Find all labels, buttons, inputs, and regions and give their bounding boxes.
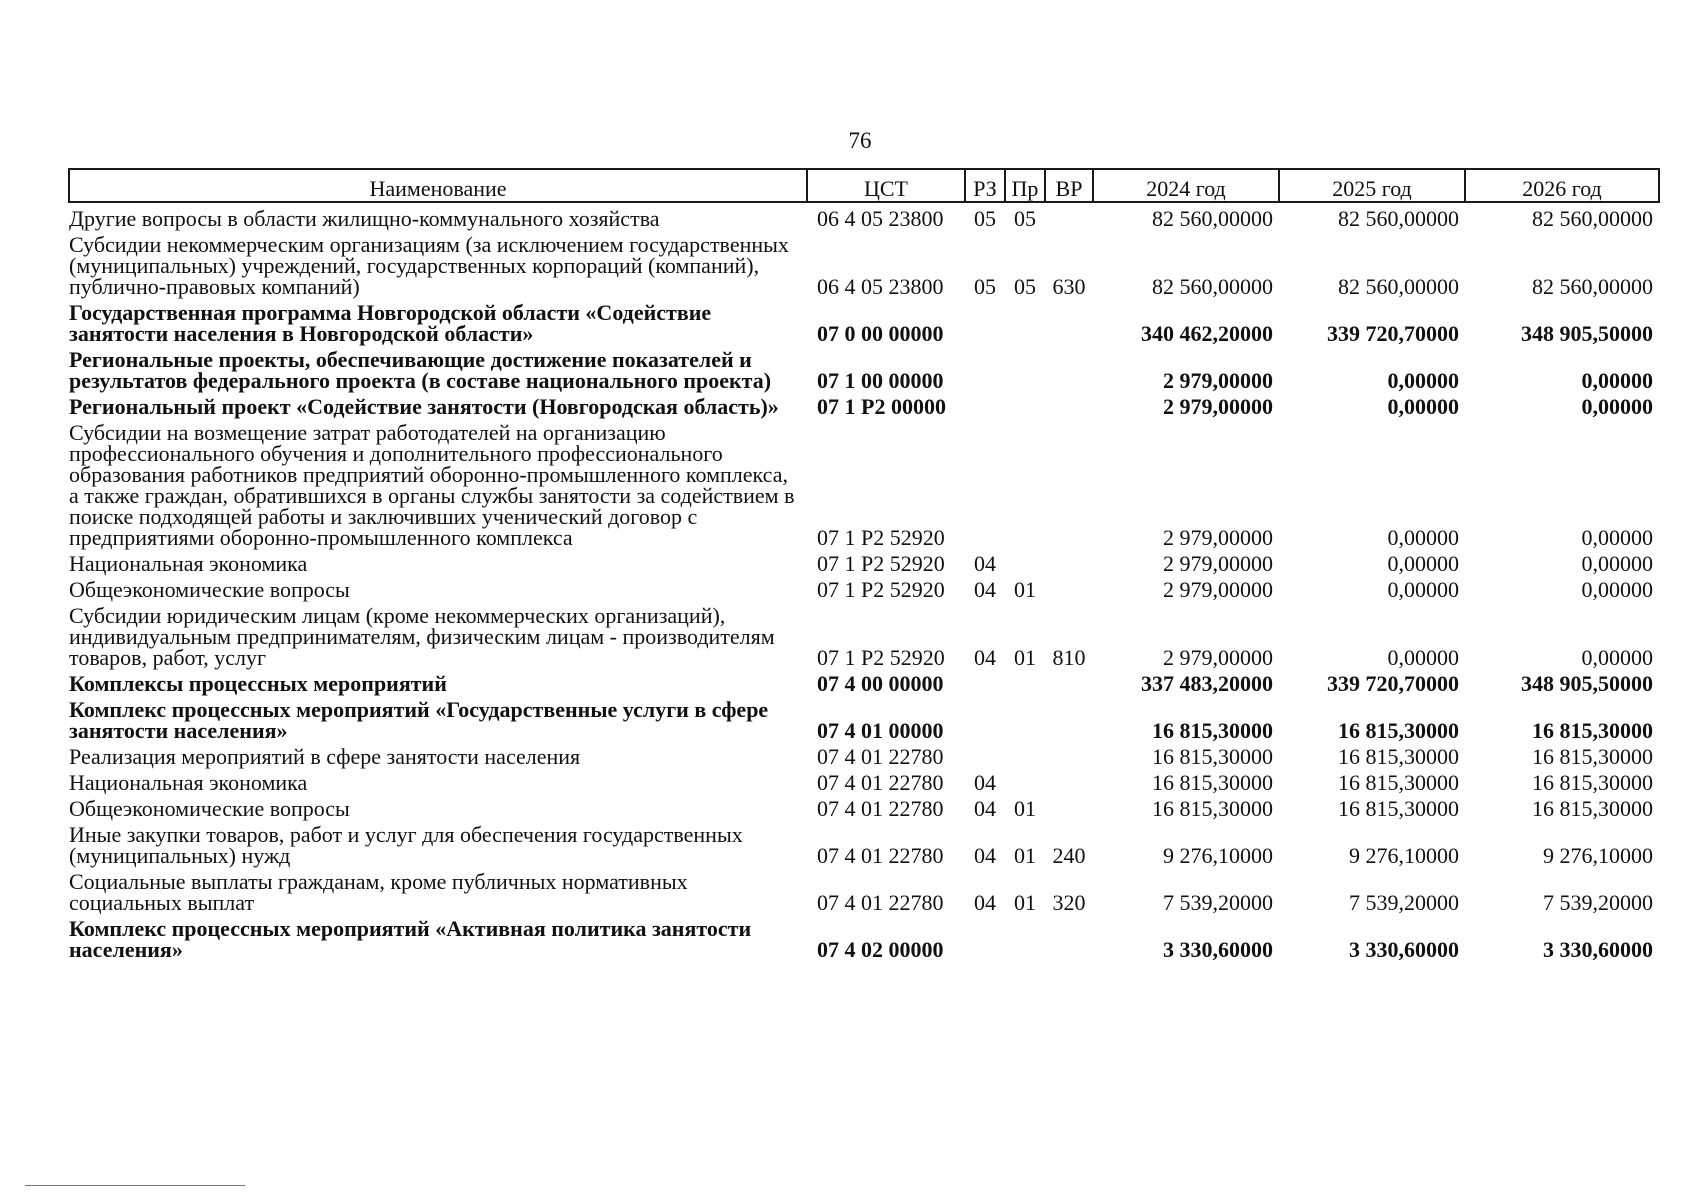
table-row	[69, 819, 1659, 866]
row-rz	[965, 344, 1005, 391]
row-2025: 0,00000	[1387, 525, 1459, 550]
table-row	[69, 344, 1659, 391]
row-2024: 7 539,20000	[1163, 890, 1273, 915]
row-2024: 16 815,30000	[1152, 744, 1273, 769]
row-pr: 05	[1014, 206, 1036, 231]
row-pr	[1005, 694, 1045, 741]
row-vr: 810	[1052, 645, 1086, 670]
row-2024: 337 483,20000	[1141, 671, 1273, 696]
row-name: Комплекс процессных мероприятий «Активная политика занятости населения»	[69, 916, 752, 962]
header-name: Наименование	[69, 169, 807, 202]
row-2026: 3 330,60000	[1543, 937, 1653, 962]
row-2024: 82 560,00000	[1152, 206, 1273, 231]
row-rz: 04	[974, 843, 996, 868]
row-vr	[1045, 391, 1093, 417]
row-vr	[1045, 913, 1093, 960]
row-pr	[1005, 297, 1045, 344]
row-2026: 348 905,50000	[1521, 671, 1653, 696]
table-row	[69, 767, 1659, 793]
row-2025: 16 815,30000	[1338, 718, 1459, 743]
row-cst: 07 1 Р2 52920	[817, 525, 945, 550]
row-name: Иные закупки товаров, работ и услуг для обеспечения государственных (муниципальных) нужд	[69, 822, 743, 868]
row-name: Национальная экономика	[69, 770, 308, 795]
row-2024: 340 462,20000	[1141, 321, 1273, 346]
row-rz: 04	[974, 645, 996, 670]
row-pr: 01	[1014, 645, 1036, 670]
row-name: Другие вопросы в области жилищно-коммунального хозяйства	[69, 206, 660, 231]
row-vr	[1045, 793, 1093, 819]
row-2024: 82 560,00000	[1152, 274, 1273, 299]
row-2025: 82 560,00000	[1338, 274, 1459, 299]
row-cst: 07 1 Р2 52920	[817, 551, 945, 576]
row-cst: 07 4 01 00000	[817, 718, 944, 743]
row-2026: 7 539,20000	[1543, 890, 1653, 915]
row-cst: 07 1 00 00000	[817, 368, 944, 393]
row-2024: 2 979,00000	[1163, 645, 1273, 670]
row-2025: 16 815,30000	[1338, 744, 1459, 769]
row-vr	[1045, 202, 1093, 229]
row-pr	[1005, 741, 1045, 767]
table-row	[69, 866, 1659, 913]
table-row	[69, 297, 1659, 344]
row-rz	[965, 694, 1005, 741]
row-2025: 339 720,70000	[1327, 671, 1459, 696]
row-name: Общеэкономические вопросы	[69, 577, 350, 602]
header-2024: 2024 год	[1093, 169, 1279, 202]
row-name: Общеэкономические вопросы	[69, 796, 350, 821]
row-vr	[1045, 694, 1093, 741]
row-pr	[1005, 344, 1045, 391]
table-row	[69, 202, 1659, 229]
row-2024: 2 979,00000	[1163, 394, 1273, 419]
row-vr	[1045, 741, 1093, 767]
row-2026: 82 560,00000	[1532, 274, 1653, 299]
row-name: Субсидии юридическим лицам (кроме некоммерческих организаций), индивидуальным предпринимателям, физическим лицам - производителям товаров, работ, услуг	[69, 603, 775, 670]
budget-sheet	[68, 168, 1658, 960]
row-pr: 01	[1014, 796, 1036, 821]
table-row	[69, 694, 1659, 741]
row-vr	[1045, 417, 1093, 548]
row-rz: 04	[974, 577, 996, 602]
page-number: 76	[848, 128, 872, 153]
row-pr	[1005, 913, 1045, 960]
row-rz	[965, 417, 1005, 548]
header-vr: ВР	[1045, 169, 1093, 202]
row-rz: 05	[974, 274, 996, 299]
row-2026: 16 815,30000	[1532, 796, 1653, 821]
row-rz	[965, 668, 1005, 694]
row-name: Государственная программа Новгородской области «Содействие занятости населения в Новгородской области»	[69, 300, 712, 346]
row-vr	[1045, 574, 1093, 600]
row-2024: 3 330,60000	[1163, 937, 1273, 962]
row-name: Субсидии на возмещение затрат работодателей на организацию профессионального обучения и дополнительного профессионального образования работников предприятий оборонно-промышленного комплекса, а также граждан, обратившихся в органы службы занятости за содействием в поиске подходящей работы и заключивших ученический договор с предприятиями оборонно-промышленного комплекса	[69, 420, 795, 550]
row-2026: 348 905,50000	[1521, 321, 1653, 346]
row-vr: 320	[1052, 890, 1086, 915]
row-2026: 0,00000	[1581, 525, 1653, 550]
row-2025: 0,00000	[1387, 577, 1459, 602]
row-2025: 82 560,00000	[1338, 206, 1459, 231]
row-2026: 16 815,30000	[1532, 718, 1653, 743]
row-2025: 16 815,30000	[1338, 770, 1459, 795]
row-vr	[1045, 297, 1093, 344]
row-cst: 07 1 Р2 52920	[817, 645, 945, 670]
row-cst: 07 1 Р2 52920	[817, 577, 945, 602]
header-pr: Пр	[1005, 169, 1045, 202]
row-2025: 7 539,20000	[1349, 890, 1459, 915]
table-header	[69, 169, 1659, 202]
table-row	[69, 913, 1659, 960]
row-vr	[1045, 344, 1093, 391]
row-vr: 630	[1052, 274, 1086, 299]
row-2026: 0,00000	[1581, 368, 1653, 393]
row-cst: 07 4 01 22780	[817, 796, 944, 821]
budget-table	[68, 168, 1660, 960]
row-2025: 0,00000	[1387, 394, 1459, 419]
row-2025: 16 815,30000	[1338, 796, 1459, 821]
row-name: Национальная экономика	[69, 551, 308, 576]
table-row	[69, 793, 1659, 819]
row-cst: 06 4 05 23800	[817, 274, 944, 299]
row-cst: 07 0 00 00000	[817, 321, 944, 346]
row-cst: 06 4 05 23800	[817, 206, 944, 231]
row-name: Социальные выплаты гражданам, кроме публичных нормативных социальных выплат	[69, 869, 688, 915]
row-2025: 0,00000	[1387, 645, 1459, 670]
row-cst: 07 4 01 22780	[817, 744, 944, 769]
header-2025: 2025 год	[1279, 169, 1465, 202]
table-body	[69, 202, 1659, 960]
row-pr	[1005, 391, 1045, 417]
row-vr	[1045, 548, 1093, 574]
row-cst: 07 4 00 00000	[817, 671, 944, 696]
row-2026: 16 815,30000	[1532, 744, 1653, 769]
row-cst: 07 4 01 22780	[817, 890, 944, 915]
row-pr	[1005, 548, 1045, 574]
row-2024: 16 815,30000	[1152, 796, 1273, 821]
header-rz: РЗ	[965, 169, 1005, 202]
row-2025: 0,00000	[1387, 551, 1459, 576]
row-2024: 2 979,00000	[1163, 525, 1273, 550]
row-2026: 0,00000	[1581, 645, 1653, 670]
table-row	[69, 229, 1659, 297]
row-rz	[965, 913, 1005, 960]
row-rz	[965, 297, 1005, 344]
row-name: Комплексы процессных мероприятий	[69, 671, 447, 696]
row-2026: 0,00000	[1581, 577, 1653, 602]
row-cst: 07 4 01 22780	[817, 770, 944, 795]
row-vr	[1045, 767, 1093, 793]
row-cst: 07 4 01 22780	[817, 843, 944, 868]
row-2026: 16 815,30000	[1532, 770, 1653, 795]
row-2026: 0,00000	[1581, 551, 1653, 576]
row-name: Комплекс процессных мероприятий «Государственные услуги в сфере занятости населения»	[69, 697, 769, 743]
row-vr	[1045, 668, 1093, 694]
row-rz: 05	[974, 206, 996, 231]
header-cst: ЦСТ	[807, 169, 965, 202]
row-pr: 01	[1014, 577, 1036, 602]
row-2024: 2 979,00000	[1163, 577, 1273, 602]
row-2025: 9 276,10000	[1349, 843, 1459, 868]
row-2024: 2 979,00000	[1163, 551, 1273, 576]
row-rz	[965, 391, 1005, 417]
footer-rule	[25, 1185, 245, 1186]
row-pr	[1005, 417, 1045, 548]
header-row	[69, 169, 1659, 202]
row-2025: 3 330,60000	[1349, 937, 1459, 962]
row-pr	[1005, 668, 1045, 694]
row-rz: 04	[974, 796, 996, 821]
row-pr: 05	[1014, 274, 1036, 299]
row-name: Субсидии некоммерческим организациям (за исключением государственных (муниципальных) учреждений, государственных корпораций (компаний), публично-правовых компаний)	[69, 232, 789, 299]
row-rz	[965, 741, 1005, 767]
header-2026: 2026 год	[1465, 169, 1659, 202]
row-pr: 01	[1014, 843, 1036, 868]
row-rz: 04	[974, 770, 996, 795]
table-row	[69, 741, 1659, 767]
row-name: Реализация мероприятий в сфере занятости населения	[69, 744, 581, 769]
table-row	[69, 574, 1659, 600]
row-2024: 16 815,30000	[1152, 770, 1273, 795]
row-2025: 0,00000	[1387, 368, 1459, 393]
row-2024: 9 276,10000	[1163, 843, 1273, 868]
row-2026: 0,00000	[1581, 394, 1653, 419]
table-row	[69, 417, 1659, 548]
row-name: Региональный проект «Содействие занятости (Новгородская область)»	[69, 394, 779, 419]
table-row	[69, 600, 1659, 668]
row-name: Региональные проекты, обеспечивающие достижение показателей и результатов федерального проекта (в составе национального проекта)	[69, 347, 772, 393]
row-pr	[1005, 767, 1045, 793]
table-row	[69, 391, 1659, 417]
row-rz: 04	[974, 890, 996, 915]
row-2024: 2 979,00000	[1163, 368, 1273, 393]
row-cst: 07 1 Р2 00000	[817, 394, 946, 419]
row-vr: 240	[1052, 843, 1086, 868]
table-row	[69, 668, 1659, 694]
row-2026: 9 276,10000	[1543, 843, 1653, 868]
row-pr: 01	[1014, 890, 1036, 915]
row-2024: 16 815,30000	[1152, 718, 1273, 743]
row-2025: 339 720,70000	[1327, 321, 1459, 346]
row-rz: 04	[974, 551, 996, 576]
row-2026: 82 560,00000	[1532, 206, 1653, 231]
table-row	[69, 548, 1659, 574]
row-cst: 07 4 02 00000	[817, 937, 944, 962]
